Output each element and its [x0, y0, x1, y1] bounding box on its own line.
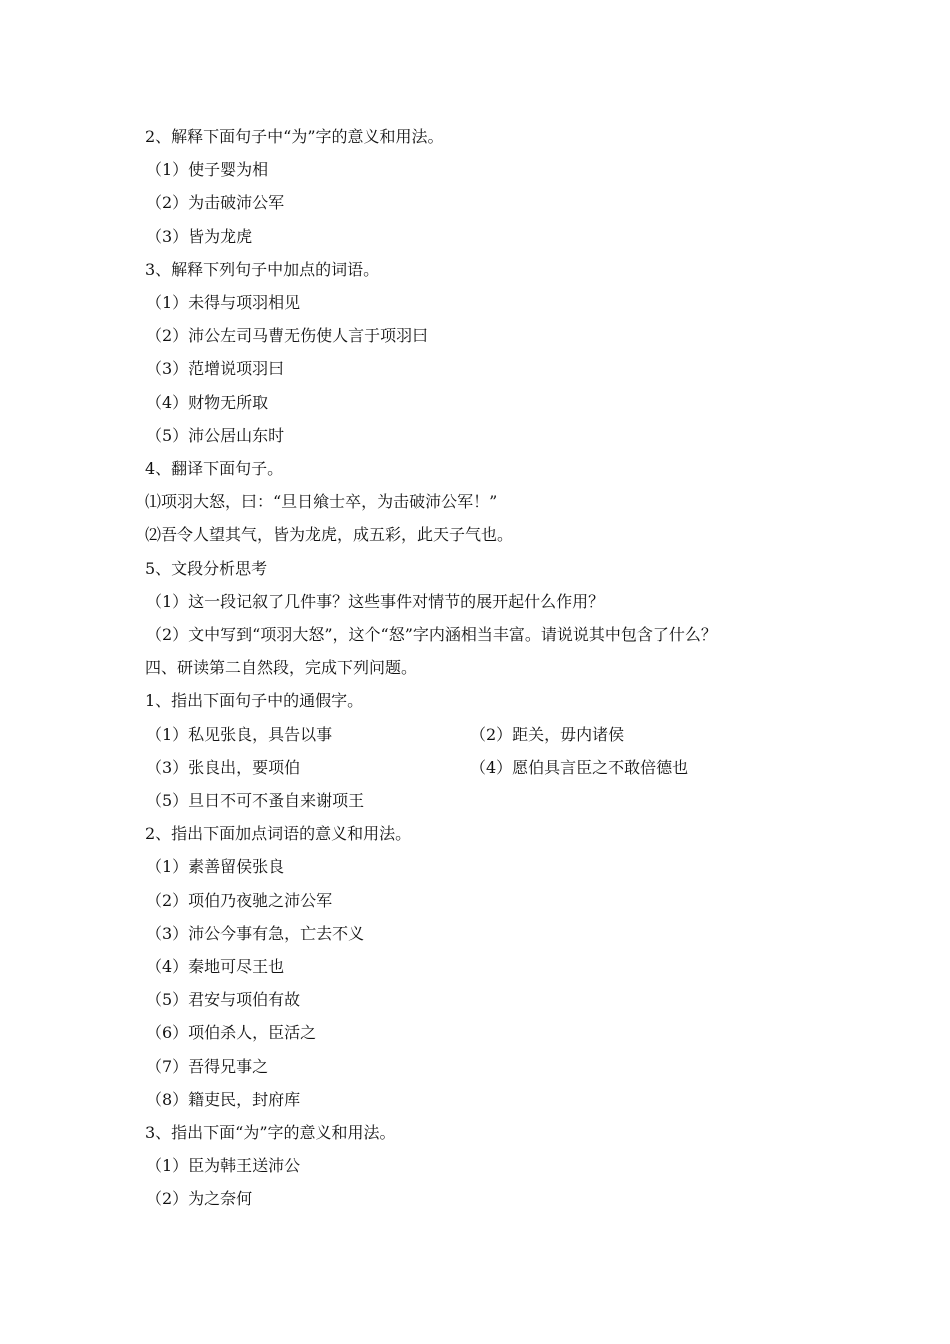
- section-heading: 四、研读第二自然段，完成下列问题。: [145, 658, 418, 677]
- list-item: （5）沛公居山东时: [146, 426, 285, 445]
- list-item: （1）未得与项羽相见: [146, 293, 301, 312]
- list-item: （3）张良出，要项伯: [146, 758, 301, 777]
- list-item: ⑵吾令人望其气，皆为龙虎，成五彩，此天子气也。: [145, 525, 514, 544]
- question-heading: 4、翻译下面句子。: [145, 459, 284, 478]
- list-item: （6）项伯杀人，臣活之: [146, 1023, 317, 1042]
- question-heading: 5、文段分析思考: [145, 559, 268, 578]
- list-item: （5）旦日不可不蚤自来谢项王: [146, 791, 365, 810]
- list-item: （2）项伯乃夜驰之沛公军: [146, 891, 333, 910]
- list-item: （5）君安与项伯有故: [146, 990, 301, 1009]
- list-item: （7）吾得兄事之: [146, 1057, 269, 1076]
- list-item: （2）文中写到“项羽大怒”，这个“怒”字内涵相当丰富。请说说其中包含了什么？: [146, 625, 717, 644]
- list-item: （3）沛公今事有急，亡去不义: [146, 924, 365, 943]
- list-item: （1）臣为韩王送沛公: [146, 1156, 301, 1175]
- list-item: （2）距关，毋内诸侯: [470, 725, 625, 744]
- question-heading: 1、指出下面句子中的通假字。: [145, 691, 364, 710]
- list-item: （1）私见张良，具告以事: [146, 725, 333, 744]
- question-heading: 3、指出下面“为”字的意义和用法。: [145, 1123, 396, 1142]
- list-item: （4）愿伯具言臣之不敢倍德也: [470, 758, 689, 777]
- list-item: （8）籍吏民，封府库: [146, 1090, 301, 1109]
- list-item: （2）为之奈何: [146, 1189, 253, 1208]
- list-item: （2）为击破沛公军: [146, 193, 285, 212]
- list-item: （1）素善留侯张良: [146, 857, 285, 876]
- question-heading: 3、解释下列句子中加点的词语。: [145, 260, 380, 279]
- question-heading: 2、指出下面加点词语的意义和用法。: [145, 824, 412, 843]
- list-item: ⑴项羽大怒，曰：“旦日飨士卒，为击破沛公军！”: [145, 492, 498, 511]
- list-item: （4）秦地可尽王也: [146, 957, 285, 976]
- list-item: （1）使子婴为相: [146, 160, 269, 179]
- list-item: （3）皆为龙虎: [146, 227, 253, 246]
- list-item: （2）沛公左司马曹无伤使人言于项羽曰: [146, 326, 429, 345]
- list-item: （4）财物无所取: [146, 393, 269, 412]
- question-heading: 2、解释下面句子中“为”字的意义和用法。: [145, 127, 444, 146]
- list-item: （3）范增说项羽曰: [146, 359, 285, 378]
- list-item: （1）这一段记叙了几件事？这些事件对情节的展开起什么作用？: [146, 592, 605, 611]
